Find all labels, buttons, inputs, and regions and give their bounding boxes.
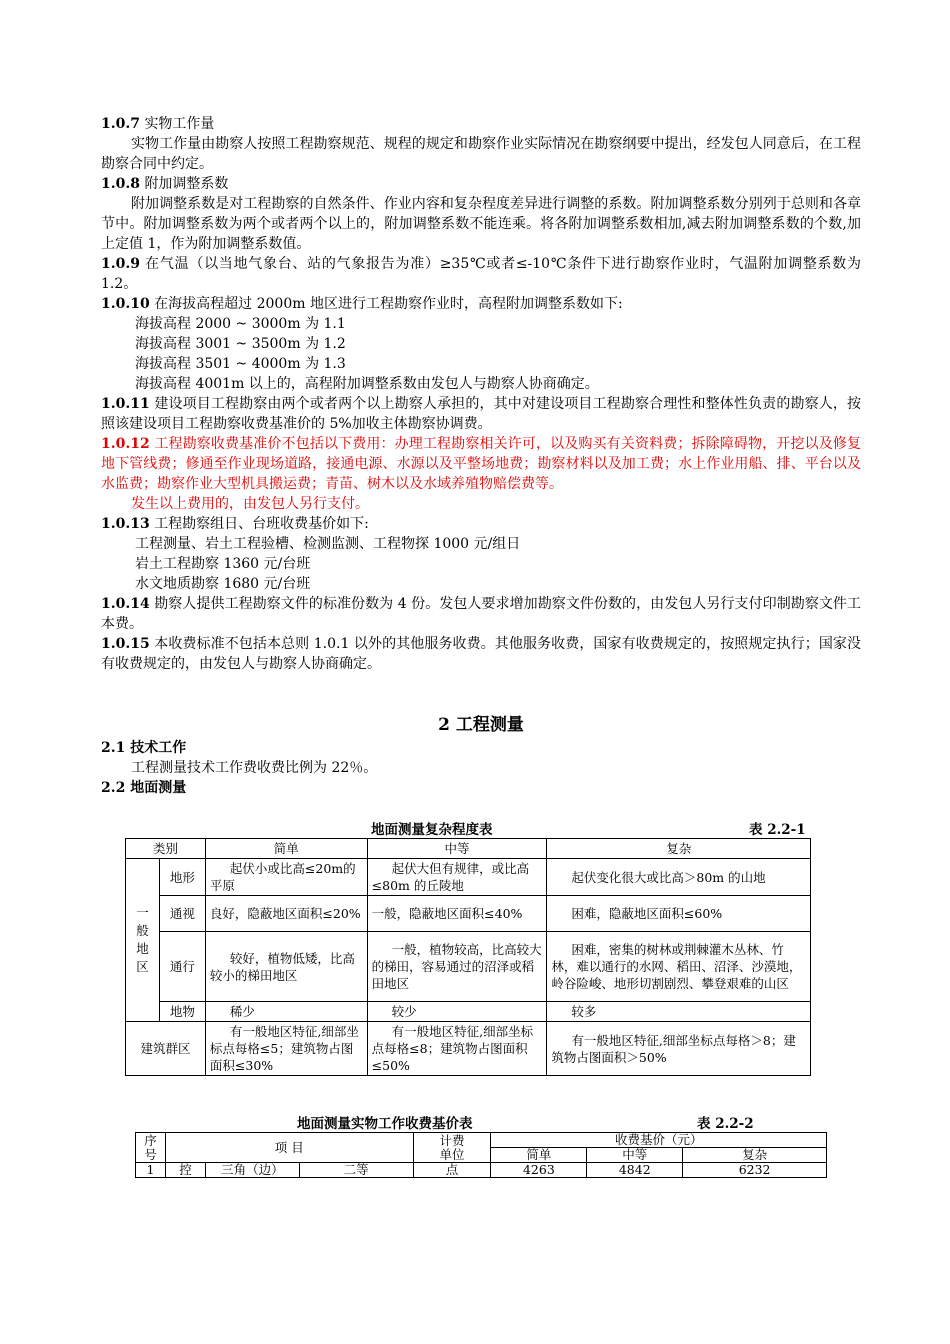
- rate-item: 水文地质勘察 1680 元/台班: [135, 576, 311, 592]
- altitude-item: 海拔高程 4001m 以上的，高程附加调整系数由发包人与勘察人协商确定。: [135, 376, 599, 392]
- table-cell: 1: [136, 1163, 166, 1178]
- table-title: 地面测量实物工作收费基价表: [297, 1116, 473, 1132]
- header-cell: 类别: [126, 839, 206, 859]
- section-1-0-7-heading: 1.0.7 实物工作量: [101, 116, 215, 132]
- table-cell: 起伏大但有规律，或比高≤80m 的丘陵地: [367, 859, 547, 896]
- section-1-0-7-body: 实物工作量由勘察人按照工程勘察规范、规程的规定和勘察作业实际情况在勘察纲要中提出，经发包人同意后，在工程勘察合同中约定。: [101, 136, 861, 172]
- header-cell: 简单: [491, 1148, 587, 1163]
- table-cell: 较好，植物低矮，比高较小的梯田地区: [205, 932, 367, 1002]
- section-1-0-12: 1.0.12 工程勘察收费基准价不包括以下费用：办理工程勘察相关许可，以及购买有关资料费；拆除障碍物，开挖以及修复地下管线费；修通至作业现场道路，接通电源、水源以及平整场地费；勘察材料以及加工费；水上作业用船、排、平台以及水监费；勘察作业大型机具搬运费；青苗、树木以及水域养殖物赔偿费等。: [101, 436, 862, 492]
- table-row: [126, 896, 811, 932]
- table-cell: 困难，隐蔽地区面积≤60%: [547, 896, 811, 932]
- header-cell: 中等: [587, 1148, 683, 1163]
- table-cell: 4263: [491, 1163, 587, 1178]
- table-cell: 点: [413, 1163, 491, 1178]
- table-cell: 有一般地区特征,细部坐标点每格＞8；建筑物占图面积＞50%: [547, 1022, 811, 1076]
- section-1-0-10: 1.0.10 在海拔高程超过 2000m 地区进行工程勘察作业时，高程附加调整系数如下:: [101, 296, 623, 312]
- table-cell: 一般，隐蔽地区面积≤40%: [367, 896, 547, 932]
- table-cell: 起伏小或比高≤20m的平原: [205, 859, 367, 896]
- complexity-table: [125, 838, 811, 1076]
- table-title: 地面测量复杂程度表: [371, 822, 493, 838]
- altitude-item: 海拔高程 2000 ~ 3000m 为 1.1: [135, 316, 346, 332]
- section-1-0-8-heading: 1.0.8 附加调整系数: [101, 176, 229, 192]
- header-cell: 简单: [205, 839, 367, 859]
- table-row: [126, 1022, 811, 1076]
- table-cell: 6232: [683, 1163, 827, 1178]
- section-1-0-9: 1.0.9 在气温（以当地气象台、站的气象报告为准）≥35℃或者≤-10℃条件下进行勘察作业时，气温附加调整系数为 1.2。: [101, 256, 862, 292]
- section-2-1-title: 2.1 技术工作: [101, 740, 187, 756]
- price-table: [135, 1132, 827, 1178]
- chapter-title: 2 工程测量: [438, 715, 524, 735]
- table-cell: 困难，密集的树林或荆棘灌木丛林、竹林，难以通行的水网、稻田、沼泽、沙漠地，岭谷险峻、地形切割剧烈、攀登艰难的山区: [547, 932, 811, 1002]
- table-number: 表 2.2-2: [697, 1116, 754, 1132]
- section-1-0-13: 1.0.13 工程勘察组日、台班收费基价如下:: [101, 516, 369, 532]
- header-cell: 序号: [136, 1133, 166, 1163]
- table-row: [126, 859, 811, 896]
- table-cell: 一般，植物较高，比高较大的梯田，容易通过的沼泽或稻田地区: [367, 932, 547, 1002]
- table-cell: 良好，隐蔽地区面积≤20%: [205, 896, 367, 932]
- table-cell: 4842: [587, 1163, 683, 1178]
- section-2-1-body: 工程测量技术工作费收费比例为 22％。: [131, 760, 378, 776]
- header-cell: 复杂: [683, 1148, 827, 1163]
- row-label: 通视: [159, 896, 205, 932]
- table-2-2-2-caption: [101, 1110, 861, 1132]
- header-cell: 中等: [367, 839, 547, 859]
- document-page: [101, 114, 861, 1178]
- header-cell: 收费基价（元）: [491, 1133, 827, 1148]
- row-label: 地物: [159, 1002, 205, 1022]
- section-1-0-8-body: 附加调整系数是对工程勘察的自然条件、作业内容和复杂程度差异进行调整的系数。附加调整系数分别列于总则和各章节中。附加调整系数为两个或者两个以上的，附加调整系数不能连乘。将各附加调整系数相加,减去附加调整系数的个数,加上定值 1，作为附加调整系数值。: [101, 196, 861, 252]
- table-cell: 起伏变化很大或比高＞80m 的山地: [547, 859, 811, 896]
- row-label: 通行: [159, 932, 205, 1002]
- altitude-item: 海拔高程 3501 ~ 4000m 为 1.3: [135, 356, 346, 372]
- header-cell: 项 目: [165, 1133, 413, 1163]
- section-2-2-title: 2.2 地面测量: [101, 780, 187, 796]
- table-cell: 有一般地区特征,细部坐标点每格≤5；建筑物占图面积≤30%: [205, 1022, 367, 1076]
- table-cell: 较多: [547, 1002, 811, 1022]
- table-cell: 稀少: [205, 1002, 367, 1022]
- row-label: 地形: [159, 859, 205, 896]
- rate-item: 岩土工程勘察 1360 元/台班: [135, 556, 311, 572]
- header-cell: 复杂: [547, 839, 811, 859]
- table-2-2-1-caption: [101, 816, 861, 838]
- table-row: [126, 932, 811, 1002]
- table-header-row: [126, 839, 811, 859]
- rate-item: 工程测量、岩土工程验槽、检测监测、工程物探 1000 元/组日: [135, 536, 521, 552]
- row-label: 建筑群区: [126, 1022, 206, 1076]
- table-cell: 三角（边）: [205, 1163, 299, 1178]
- table-cell: 有一般地区特征,细部坐标点每格≤8；建筑物占图面积≤50%: [367, 1022, 547, 1076]
- altitude-item: 海拔高程 3001 ~ 3500m 为 1.2: [135, 336, 346, 352]
- table-row: [136, 1163, 827, 1178]
- header-cell: 计费单位: [413, 1133, 491, 1163]
- section-1-0-14: 1.0.14 勘察人提供工程勘察文件的标准份数为 4 份。发包人要求增加勘察文件份数的，由发包人另行支付印制勘察文件工本费。: [101, 596, 861, 632]
- table-cell: 控: [165, 1163, 205, 1178]
- section-1-0-11: 1.0.11 建设项目工程勘察由两个或者两个以上勘察人承担的，其中对建设项目工程勘察合理性和整体性负责的勘察人，按照该建设项目工程勘察收费基准价的 5%加收主体勘察协调费。: [101, 396, 862, 432]
- section-1-0-12-extra: 发生以上费用的，由发包人另行支付。: [131, 496, 369, 512]
- table-cell: 二等: [299, 1163, 413, 1178]
- table-cell: 较少: [367, 1002, 547, 1022]
- section-1-0-15: 1.0.15 本收费标准不包括本总则 1.0.1 以外的其他服务收费。其他服务收费，国家有收费规定的，按照规定执行；国家没有收费规定的，由发包人与勘察人协商确定。: [101, 636, 861, 672]
- table-number: 表 2.2-1: [749, 822, 806, 838]
- table-row: [126, 1002, 811, 1022]
- table-header-row: [136, 1133, 827, 1148]
- group-label: 一般地区: [126, 859, 160, 1022]
